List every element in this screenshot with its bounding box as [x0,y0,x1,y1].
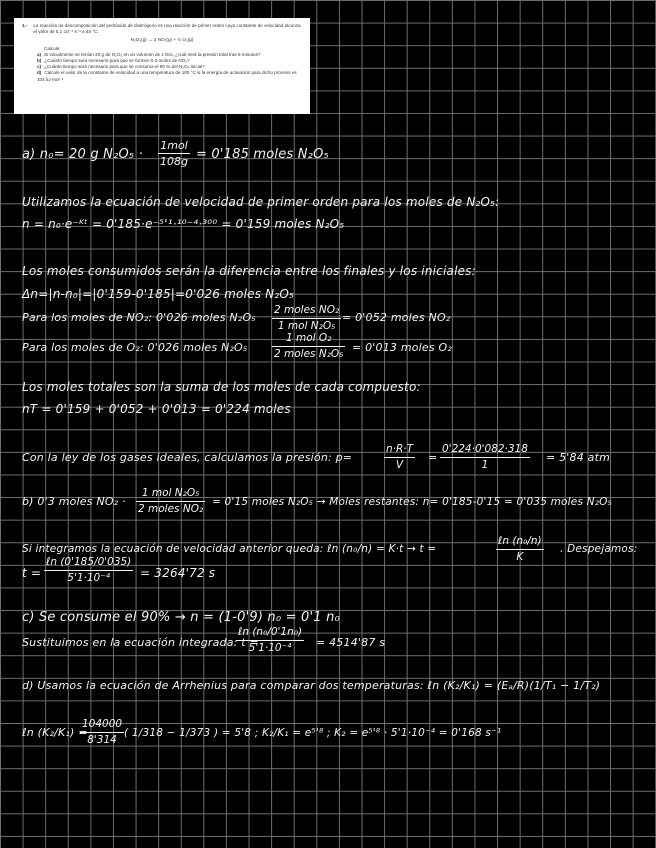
time-result: = 3264'72 s [140,566,216,580]
fraction-denominator: 5'1·10⁻⁴ [248,641,292,654]
problem-statement-card [14,18,310,114]
time-fraction [44,557,133,583]
fraction-numerator: 1mol [158,140,190,154]
fraction-numerator: 1 mol O₂ [272,333,345,347]
part-d-line: d) Usamos la ecuación de Arrhenius para comparar dos temperaturas: ℓn (K₂/K₁) = (Eₐ/R)(1/T₁ − 1/T₂) [22,679,601,692]
item-letter: c) [37,64,42,70]
part-c-substitution: Sustituimos en la ecuación integrada: t = [22,636,259,649]
fraction-numerator: ℓn (n₀/0'1n₀) [236,627,304,641]
total-moles-intro: Los moles totales son la suma de los moles de cada compuesto: [22,380,421,394]
fraction-denominator: K [516,550,524,563]
item-text: ¿Cuánto tiempo será necesario para que se consuma el 90 % del N₂O₅ inicial? [44,64,205,70]
problem-statement: La reacción de descomposición del pentóxido de dinitrógeno es una reacción de primer orden cuya constante de velocidad alcanza el valor de 5.1·10⁻⁴ s⁻¹ a 45 °C. [33,23,301,35]
item-text: Si inicialmente se tenían 20 g de N₂O₅ en un volumen de 1 litro, ¿cuál será la presión total tras 5 minutos? [44,51,261,57]
fraction-denominator: 2 moles NO₂ [138,502,204,515]
part-b-fraction [136,488,205,514]
fraction-denominator: V [395,458,404,471]
total-moles-equation: nT = 0'159 + 0'052 + 0'013 = 0'224 moles [22,402,291,416]
ideal-gas-fraction-1 [384,444,415,470]
part-b-result: = 0'15 moles N₂O₅ → Moles restantes: n= 0'185-0'15 = 0'035 moles N₂O₅ [212,496,613,508]
ideal-gas-result: = 5'84 atm [546,451,610,464]
arrhenius-fraction [80,719,124,745]
fraction-numerator: 104000 [80,719,124,733]
fraction-numerator: 0'224·0'082·318 [440,444,530,458]
fraction-numerator: n·R·T [384,444,415,458]
equals-sign: = [428,451,438,464]
consumed-intro: Los moles consumidos serán la diferencia entre los finales y los iniciales: [22,264,476,278]
part-c-line: c) Se consume el 90% → n = (1-0'9) n₀ = 0'1 n₀ [22,610,340,625]
ideal-gas-fraction-2 [440,444,530,470]
ideal-gas-line: Con la ley de los gases ideales, calculamos la presión: p= [22,451,353,464]
integration-fraction [496,536,544,562]
no2-result: = 0'052 moles NO₂ [342,311,451,324]
part-c-fraction [236,627,304,653]
problem-header [22,23,302,35]
o2-fraction [272,333,345,359]
first-order-intro: Utilizamos la ecuación de velocidad de primer orden para los moles de N₂O₅: [22,195,500,209]
first-order-equation: n = n₀·e⁻ᴷᵗ = 0'185·e⁻⁵'¹·¹⁰⁻⁴·³⁰⁰ = 0'159 moles N₂O₅ [22,217,345,231]
reaction-equation: N₂O₅(g) → 2 NO₂(g) + ½ O₂(g) [130,37,194,43]
part-a-fraction [158,140,190,167]
o2-moles-line: Para los moles de O₂: 0'026 moles N₂O₅ [22,341,248,354]
item-letter: d) [37,70,42,76]
fraction-numerator: 1 mol N₂O₅ [136,488,205,502]
fraction-denominator: 1 [481,458,489,471]
part-a-initial-moles: a) n₀= 20 g N₂O₅ · [22,147,143,162]
delta-n-equation: Δn=|n-n₀|=|0'159-0'185|=0'026 moles N₂O₅ [22,287,295,301]
fraction-denominator: 108g [160,155,188,168]
calc-label: Calcule: [44,45,61,51]
item-text: Calcule el valor de la constante de velocidad a una temperatura de 100 °C si la energía de activación para dicho proceso es 104 kJ·mol⁻¹. [37,70,297,82]
integration-line: Si integramos la ecuación de velocidad anterior queda: ℓn (n₀/n) = K·t → t = [22,543,437,555]
problem-number: 1.- [22,23,28,28]
item-letter: b) [37,58,42,64]
problem-item-d [37,70,302,82]
fraction-numerator: ℓn (n₀/n) [496,536,544,550]
fraction-numerator: ℓn (0'185/0'035) [44,557,133,571]
integration-tail: . Despejamos: [560,543,638,555]
o2-result: = 0'013 moles O₂ [352,341,452,354]
no2-moles-line: Para los moles de NO₂: 0'026 moles N₂O₅ [22,311,256,324]
fraction-denominator: 2 moles N₂O₅ [274,347,344,360]
item-letter: a) [37,51,42,57]
arrhenius-result: ( 1/318 − 1/373 ) = 5'8 ; K₂/K₁ = e⁵'⁸ ; K₂ = e⁵'⁸ · 5'1·10⁻⁴ = 0'168 s⁻¹ [124,727,502,739]
fraction-denominator: 1 mol N₂O₅ [277,319,336,332]
time-label: t = [22,566,42,580]
no2-fraction [272,305,341,331]
part-c-result: = 4514'87 s [316,636,386,649]
part-b-line: b) 0'3 moles NO₂ · [22,495,126,508]
item-text: ¿Cuánto tiempo será necesario para que se formen 0.3 moles de NO₂? [44,58,190,64]
fraction-denominator: 5'1·10⁻⁴ [67,571,110,584]
fraction-denominator: 8'314 [87,733,117,746]
arrhenius-label: ℓn (K₂/K₁) = [22,726,88,739]
fraction-numerator: 2 moles NO₂ [272,305,341,319]
part-a-result: = 0'185 moles N₂O₅ [196,147,329,162]
